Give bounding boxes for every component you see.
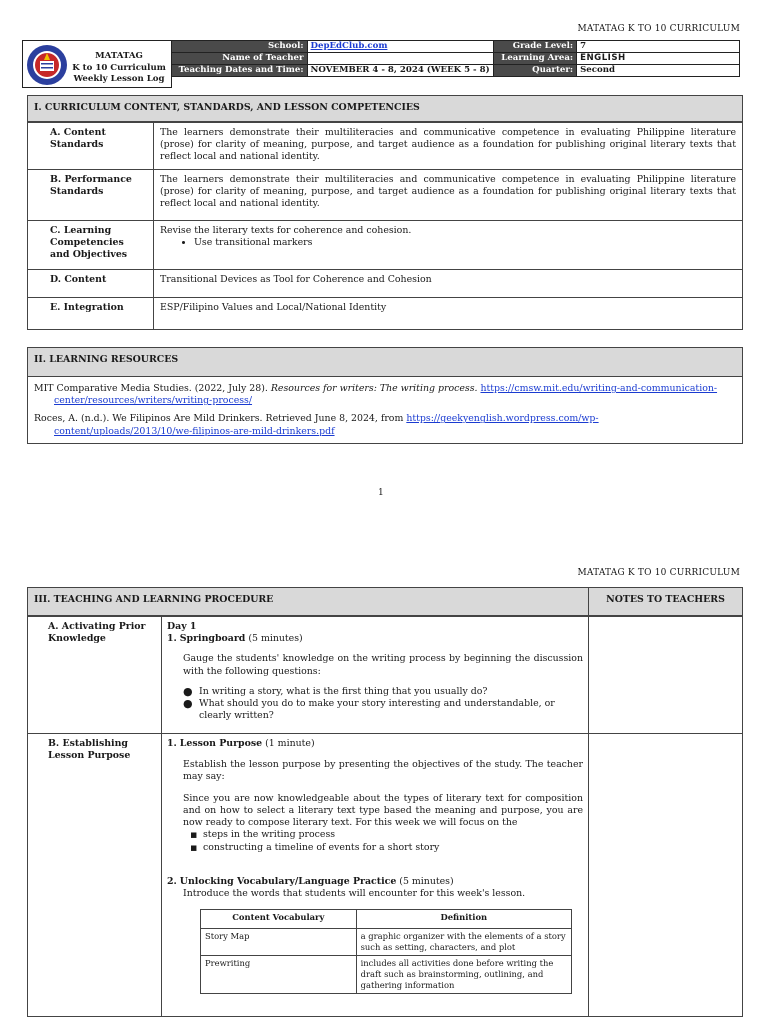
header-table: [171, 40, 740, 77]
reference-text: MIT Comparative Media Studies. (2022, July 28).: [34, 383, 268, 394]
vocab-definition: a graphic organizer with the elements of a story such as setting, characters, and plot: [356, 929, 571, 956]
dates-label: Teaching Dates and Time:: [172, 65, 308, 77]
day-label: Day 1: [167, 621, 197, 632]
logo-title: MATATAG: [95, 51, 143, 61]
vocab-term: Story Map: [201, 929, 357, 956]
school-link[interactable]: DepEdClub.com: [310, 41, 388, 51]
page-number: 1: [378, 488, 384, 498]
item-time: (1 minute): [265, 738, 315, 749]
row-text: ESP/Filipino Values and Local/National Identity: [160, 302, 387, 313]
row-label: A. Content Standards: [28, 123, 154, 169]
springboard-intro: Gauge the students' knowledge on the writing process by beginning the discussion with the following questions:: [183, 653, 583, 677]
row-text: Transitional Devices as Tool for Coherence and Cohesion: [160, 274, 432, 285]
item-number: 1.: [167, 633, 177, 645]
reference-link-cont[interactable]: content/uploads/2013/10/we-filipinos-are-mild-drinkers.pdf: [54, 425, 335, 437]
row-activating-knowledge: [28, 616, 742, 733]
row-content-standards: [28, 122, 742, 169]
row-label: B. Performance Standards: [28, 170, 154, 220]
focus-item: ▪ constructing a timeline of events for a short story: [203, 842, 583, 854]
question-item: ● In writing a story, what is the first thing that you usually do?: [183, 686, 583, 698]
row-text: The learners demonstrate their multiliteracies and communicative competence in evaluating Philippine literature (prose) for clarity of meaning, purpose, and target audience as a foundation for publishing original literary texts that reflect local and national identity.: [160, 174, 736, 210]
deped-seal-icon: [26, 44, 68, 86]
reference-title: Resources for writers: The writing process.: [270, 383, 478, 394]
competency-bullet: • Use transitional markers: [194, 237, 736, 249]
grade-value: 7: [577, 41, 740, 53]
item-title: Lesson Purpose: [179, 738, 263, 749]
school-label: School:: [172, 41, 308, 53]
reference-link[interactable]: https://geekyenglish.wordpress.com/wp-: [406, 413, 599, 425]
question-item: ● What should you do to make your story interesting and understandable, or clearly written?: [183, 698, 583, 722]
item-number: 2.: [167, 875, 177, 887]
reference-link[interactable]: https://cmsw.mit.edu/writing-and-communication-: [480, 383, 718, 394]
row-label: E. Integration: [28, 298, 154, 330]
reference-2: [28, 410, 742, 437]
reference-text: Roces, A. (n.d.). We Filipinos Are Mild Drinkers. Retrieved June 8, 2024, from: [34, 413, 404, 425]
row-label: C. Learning Competencies and Objectives: [28, 221, 154, 269]
curriculum-label-page2: MATATAG K TO 10 CURRICULUM: [577, 568, 740, 578]
section-resources: [27, 347, 743, 444]
area-value: ENGLISH: [577, 53, 740, 65]
row-learning-competencies: [28, 220, 742, 269]
dates-value: NOVEMBER 4 - 8, 2024 (WEEK 5 - 8): [307, 65, 493, 77]
section-procedure: [27, 587, 743, 1017]
item-title: Unlocking Vocabulary/Language Practice: [179, 875, 397, 887]
notes-title: NOTES TO TEACHERS: [589, 588, 742, 616]
logo-line3: Weekly Lesson Log: [73, 74, 165, 84]
focus-item: ▪ steps in the writing process: [203, 829, 583, 841]
quarter-label: Quarter:: [493, 65, 576, 77]
item-time: (5 minutes): [399, 875, 454, 887]
grade-label: Grade Level:: [493, 41, 576, 53]
row-integration: [28, 297, 742, 330]
row-label: A. Activating Prior Knowledge: [28, 617, 162, 733]
quarter-value: Second: [577, 65, 740, 77]
row-text: The learners demonstrate their multiliteracies and communicative competence in evaluating Philippine literature (prose) for clarity of meaning, purpose, and target audience as a foundation for publishing original literary texts that reflect local and national identity.: [160, 127, 736, 163]
row-text: Revise the literary texts for coherence and cohesion.: [160, 225, 412, 236]
row-label: B. Establishing Lesson Purpose: [28, 734, 162, 1017]
reference-link-cont[interactable]: center/resources/writers/writing-process/: [54, 395, 253, 407]
section-2-title: II. LEARNING RESOURCES: [28, 348, 742, 377]
teacher-label: Name of Teacher: [172, 53, 308, 65]
reference-1: [28, 380, 742, 407]
item-number: 1.: [167, 738, 177, 749]
area-label: Learning Area:: [493, 53, 576, 65]
vocab-definition: includes all activities done before writing the draft such as brainstorming, outlining, and gathering information: [356, 956, 571, 994]
teacher-value: [307, 53, 493, 65]
purpose-paragraph: Since you are now knowledgeable about the types of literary text for composition and on how to select a literary text type based the meaning and purpose, you are now ready to compose literary text. For this week we will focus on the: [183, 792, 583, 829]
row-performance-standards: [28, 169, 742, 220]
row-content: [28, 269, 742, 297]
vocab-header: Content Vocabulary: [201, 910, 357, 929]
row-lesson-purpose: [28, 733, 742, 1017]
logo-line2: K to 10 Curriculum: [72, 62, 166, 73]
logo-block: [22, 40, 172, 88]
section-1-title: I. CURRICULUM CONTENT, STANDARDS, AND LESSON COMPETENCIES: [28, 96, 742, 122]
curriculum-label: MATATAG K TO 10 CURRICULUM: [577, 24, 740, 34]
vocab-header: Definition: [356, 910, 571, 929]
vocab-intro: Introduce the words that students will encounter for this week's lesson.: [183, 887, 526, 899]
item-time: (5 minutes): [248, 633, 303, 645]
section-curriculum: [27, 95, 743, 330]
vocab-term: Prewriting: [201, 956, 357, 994]
row-label: D. Content: [28, 270, 154, 297]
item-title: Springboard: [179, 633, 246, 645]
vocabulary-table: [200, 909, 572, 994]
section-3-title: III. TEACHING AND LEARNING PROCEDURE: [28, 588, 589, 616]
purpose-paragraph: Establish the lesson purpose by presenting the objectives of the study. The teacher may say:: [183, 759, 583, 783]
